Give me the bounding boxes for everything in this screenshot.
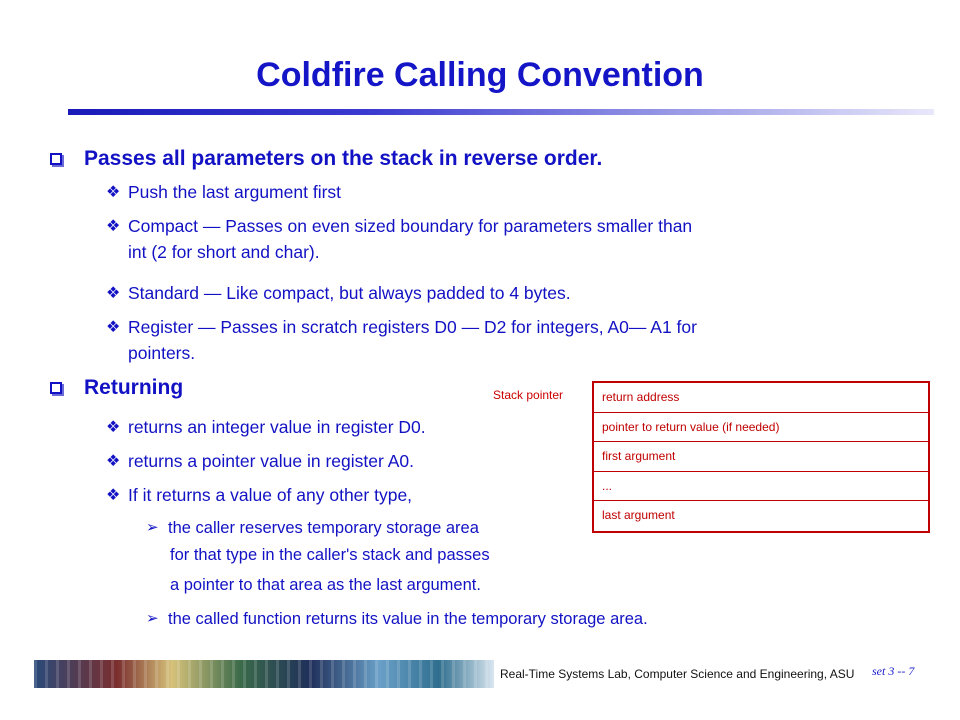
sub-bullet-text: Push the last argument first xyxy=(128,182,342,202)
footer-lab-name: Real-Time Systems Lab, Computer Science and Engineering, ASU xyxy=(500,667,855,681)
title-underline xyxy=(68,109,934,115)
footer-banner-image xyxy=(34,660,494,688)
sub-bullet-compact-continued: int (2 for short and char). xyxy=(128,242,320,262)
sub-bullet-text: Register — Passes in scratch registers D0 — D2 for integers, A0— A1 for xyxy=(128,317,697,337)
sub-bullet-text: Compact — Passes on even sized boundary for parameters smaller than xyxy=(128,216,693,236)
sub-bullet-register xyxy=(106,315,697,340)
bullet-passes-parameters xyxy=(50,147,602,171)
diamond-bullet-icon: ❖ xyxy=(106,487,121,504)
sub-bullet-push-last xyxy=(106,180,341,205)
stack-cell-first-argument: first argument xyxy=(594,442,928,472)
sub-sub-bullet-caller-reserves-line2: for that type in the caller's stack and passes xyxy=(170,546,490,564)
sub-bullet-text: If it returns a value of any other type, xyxy=(128,485,413,505)
diamond-bullet-icon: ❖ xyxy=(106,453,121,470)
sub-bullet-compact xyxy=(106,214,692,239)
sub-bullet-register-continued: pointers. xyxy=(128,343,196,363)
bullet-text: Returning xyxy=(84,376,184,399)
stack-cell-return-value-pointer: pointer to return value (if needed) xyxy=(594,413,928,443)
stack-frame-diagram xyxy=(592,381,930,533)
sub-bullet-text: Standard — Like compact, but always padded to 4 bytes. xyxy=(128,283,571,303)
arrow-bullet-icon: ➢ xyxy=(146,519,159,536)
slide-title: Coldfire Calling Convention xyxy=(256,56,704,94)
arrow-bullet-icon: ➢ xyxy=(146,610,159,627)
sub-bullet-text: returns a pointer value in register A0. xyxy=(128,451,414,471)
slide-number: set 3 -- 7 xyxy=(872,664,915,678)
diamond-bullet-icon: ❖ xyxy=(106,184,121,201)
stack-cell-last-argument: last argument xyxy=(602,508,675,523)
square-bullet-icon xyxy=(50,382,62,394)
stack-cell-ellipsis: ... xyxy=(594,472,928,502)
sub-sub-bullet-called-returns xyxy=(146,607,648,631)
sub-bullet-standard xyxy=(106,281,571,306)
stack-cell-return-address: return address xyxy=(594,383,928,413)
bullet-returning xyxy=(50,376,183,400)
sub-bullet-pointer-return xyxy=(106,449,414,474)
diamond-bullet-icon: ❖ xyxy=(106,419,121,436)
diamond-bullet-icon: ❖ xyxy=(106,319,121,336)
stack-pointer-label: Stack pointer xyxy=(493,388,564,402)
sub-sub-bullet-text: the caller reserves temporary storage area xyxy=(168,519,479,537)
sub-sub-bullet-text: the called function returns its value in the temporary storage area. xyxy=(168,610,648,628)
square-bullet-icon xyxy=(50,153,62,165)
diamond-bullet-icon: ❖ xyxy=(106,285,121,302)
sub-bullet-other-type xyxy=(106,483,412,508)
sub-bullet-text: returns an integer value in register D0. xyxy=(128,417,426,437)
sub-bullet-integer-return xyxy=(106,415,426,440)
diamond-bullet-icon: ❖ xyxy=(106,218,121,235)
sub-sub-bullet-caller-reserves xyxy=(146,516,479,540)
bullet-text: Passes all parameters on the stack in reverse order. xyxy=(84,147,603,170)
sub-sub-bullet-caller-reserves-line3: a pointer to that area as the last argument. xyxy=(170,576,481,594)
